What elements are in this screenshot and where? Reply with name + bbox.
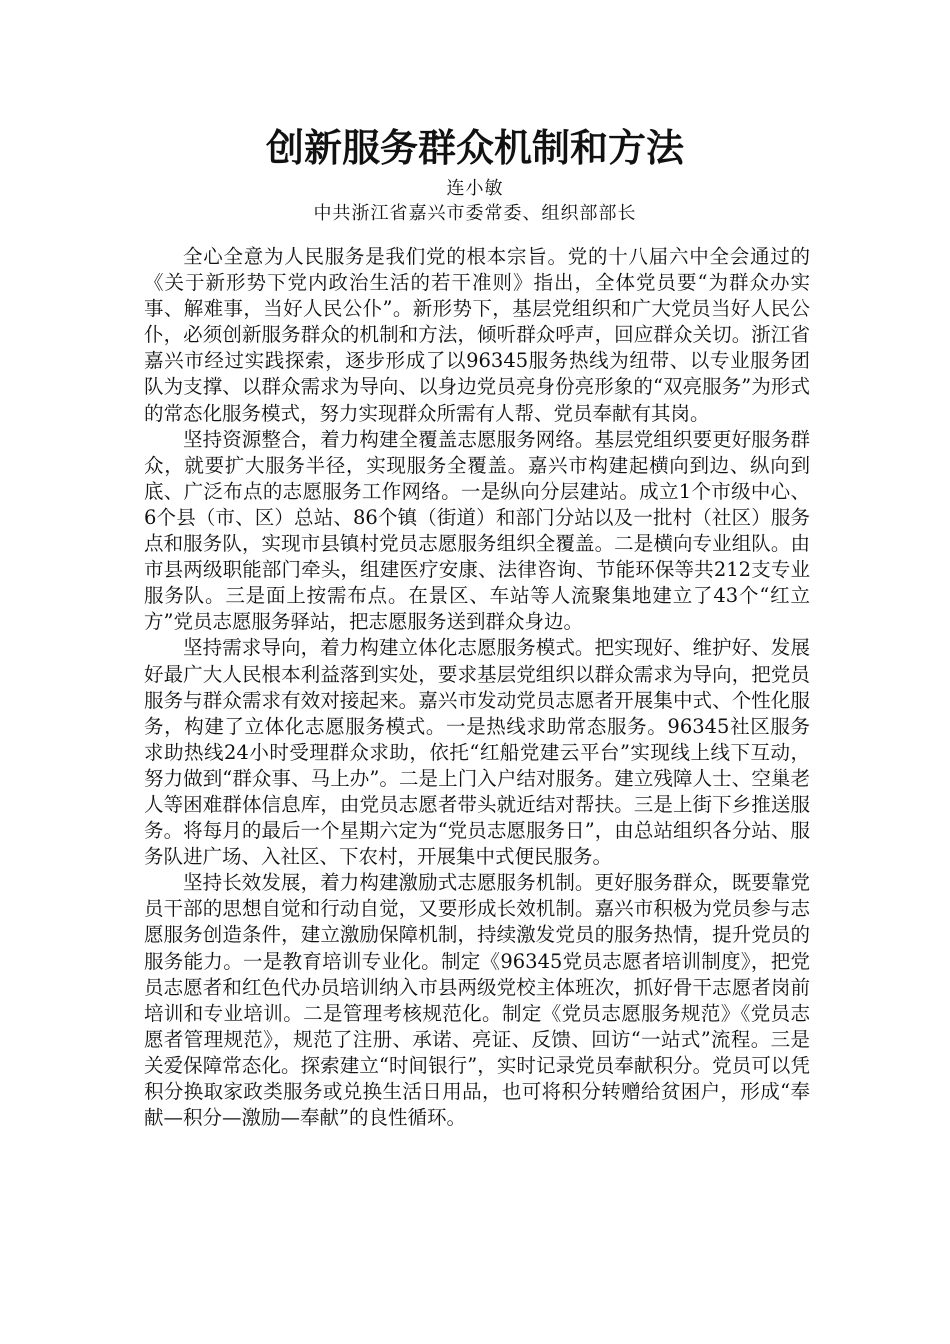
- paragraph-demand-orientation: 坚持需求导向，着力构建立体化志愿服务模式。把实现好、维护好、发展好最广大人民根本利益落到实处，要求基层党组织以群众需求为导向，把党员服务与群众需求有效对接起来。嘉兴市发动党员志愿者开展集中式、个性化服务，构建了立体化志愿服务模式。一是热线求助常态服务。96345社区服务求助热线24小时受理群众求助，依托“红船党建云平台”实现线上线下互动，努力做到“群众事、马上办”。二是上门入户结对服务。建立残障人士、空巢老人等困难群体信息库，由党员志愿者带头就近结对帮扶。三是上街下乡推送服务。将每月的最后一个星期六定为“党员志愿服务日”，由总站组织各分站、服务队进广场、入社区、下农村，开展集中式便民服务。: [144, 636, 810, 869]
- article-header: [0, 122, 950, 226]
- paragraph-long-term-development: 坚持长效发展，着力构建激励式志愿服务机制。更好服务群众，既要靠党员干部的思想自觉和行动自觉，又要形成长效机制。嘉兴市积极为党员参与志愿服务创造条件，建立激励保障机制，持续激发党员的服务热情，提升党员的服务能力。一是教育培训专业化。制定《96345党员志愿者培训制度》，把党员志愿者和红色代办员培训纳入市县两级党校主体班次，抓好骨干志愿者岗前培训和专业培训。二是管理考核规范化。制定《党员志愿服务规范》《党员志愿者管理规范》，规范了注册、承诺、亮证、反馈、回访“一站式”流程。三是关爱保障常态化。探索建立“时间银行”，实时记录党员奉献积分。党员可以凭积分换取家政类服务或兑换生活日用品，也可将积分转赠给贫困户，形成“奉献—积分—激励—奉献”的良性循环。: [144, 871, 810, 1130]
- author-name: 连小敏: [446, 178, 504, 199]
- article-body: [144, 244, 810, 1131]
- article-title: 创新服务群众机制和方法: [265, 125, 684, 170]
- paragraph-resource-integration: 坚持资源整合，着力构建全覆盖志愿服务网络。基层党组织要更好服务群众，就要扩大服务半径，实现服务全覆盖。嘉兴市构建起横向到边、纵向到底、广泛布点的志愿服务工作网络。一是纵向分层建站。成立1个市级中心、6个县（市、区）总站、86个镇（街道）和部门分站以及一批村（社区）服务点和服务队，实现市县镇村党员志愿服务组织全覆盖。二是横向专业组队。由市县两级职能部门牵头，组建医疗安康、法律咨询、节能环保等共212支专业服务队。三是面上按需布点。在景区、车站等人流聚集地建立了43个“红立方”党员志愿服务驿站，把志愿服务送到群众身边。: [144, 427, 810, 634]
- author-affiliation: 中共浙江省嘉兴市委常委、组织部部长: [313, 203, 637, 224]
- paragraph-intro: 全心全意为人民服务是我们党的根本宗旨。党的十八届六中全会通过的《关于新形势下党内政治生活的若干准则》指出，全体党员要“为群众办实事、解难事，当好人民公仆”。新形势下，基层党组织和广大党员当好人民公仆，必须创新服务群众的机制和方法，倾听群众呼声，回应群众关切。浙江省嘉兴市经过实践探索，逐步形成了以96345服务热线为纽带、以专业服务团队为支撑、以群众需求为导向、以身边党员亮身份亮形象的“双亮服务”为形式的常态化服务模式，努力实现群众所需有人帮、党员奉献有其岗。: [144, 245, 810, 425]
